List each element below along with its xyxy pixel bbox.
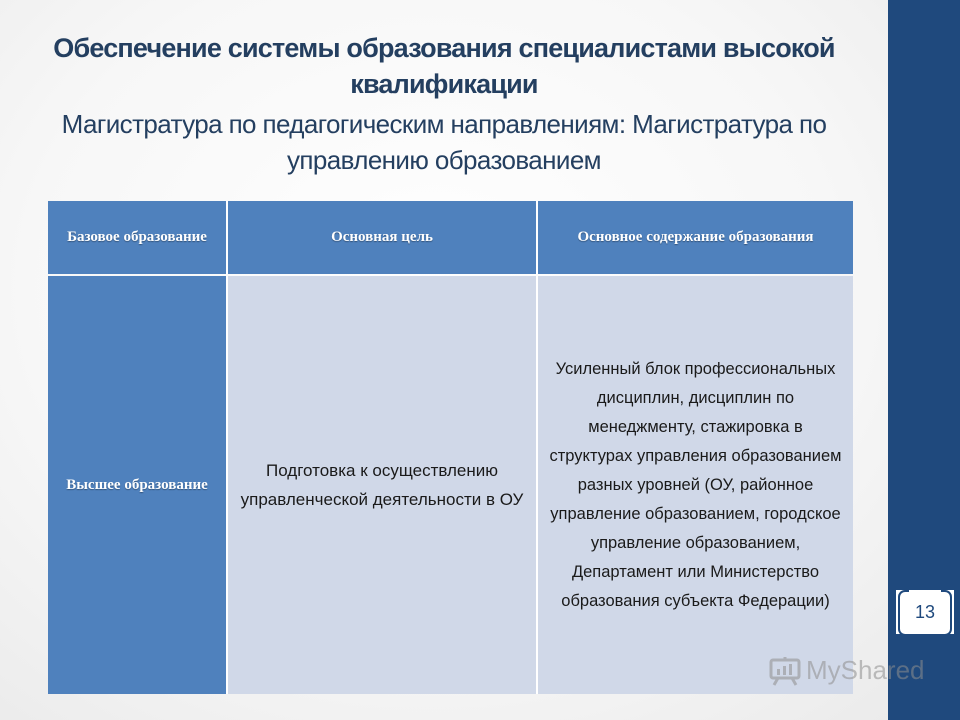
page-number: 13 [914, 601, 936, 622]
row-main-content: Усиленный блок профессиональных дисциплин, дисциплин по менеджменту, стажировка в структурах управления образованием разных уровней (ОУ, районное управление образованием, городское управление образованием, Департамент или Министерство образования субъекта Федерации) [538, 276, 853, 694]
slide-title-block [40, 30, 848, 178]
education-table [48, 201, 853, 692]
header-main-content: Основное содержание образования [538, 201, 853, 274]
row-main-goal: Подготовка к осуществлению управленческой деятельности в ОУ [228, 276, 538, 694]
slide-title: Обеспечение системы образования специалистами высокой квалификации [53, 33, 835, 99]
row-base-education: Высшее образование [48, 276, 228, 694]
page-number-badge [896, 590, 954, 634]
watermark [768, 655, 925, 686]
header-main-goal: Основная цель [228, 201, 538, 274]
header-base-education: Базовое образование [48, 201, 228, 274]
slide-subtitle: Магистратура по педагогическим направлениям: Магистратура по управлению образованием [61, 109, 827, 175]
right-bracket-icon [941, 590, 952, 636]
left-bracket-icon [898, 590, 909, 636]
watermark-text: MyShared [806, 655, 925, 685]
presentation-board-icon [768, 656, 802, 686]
